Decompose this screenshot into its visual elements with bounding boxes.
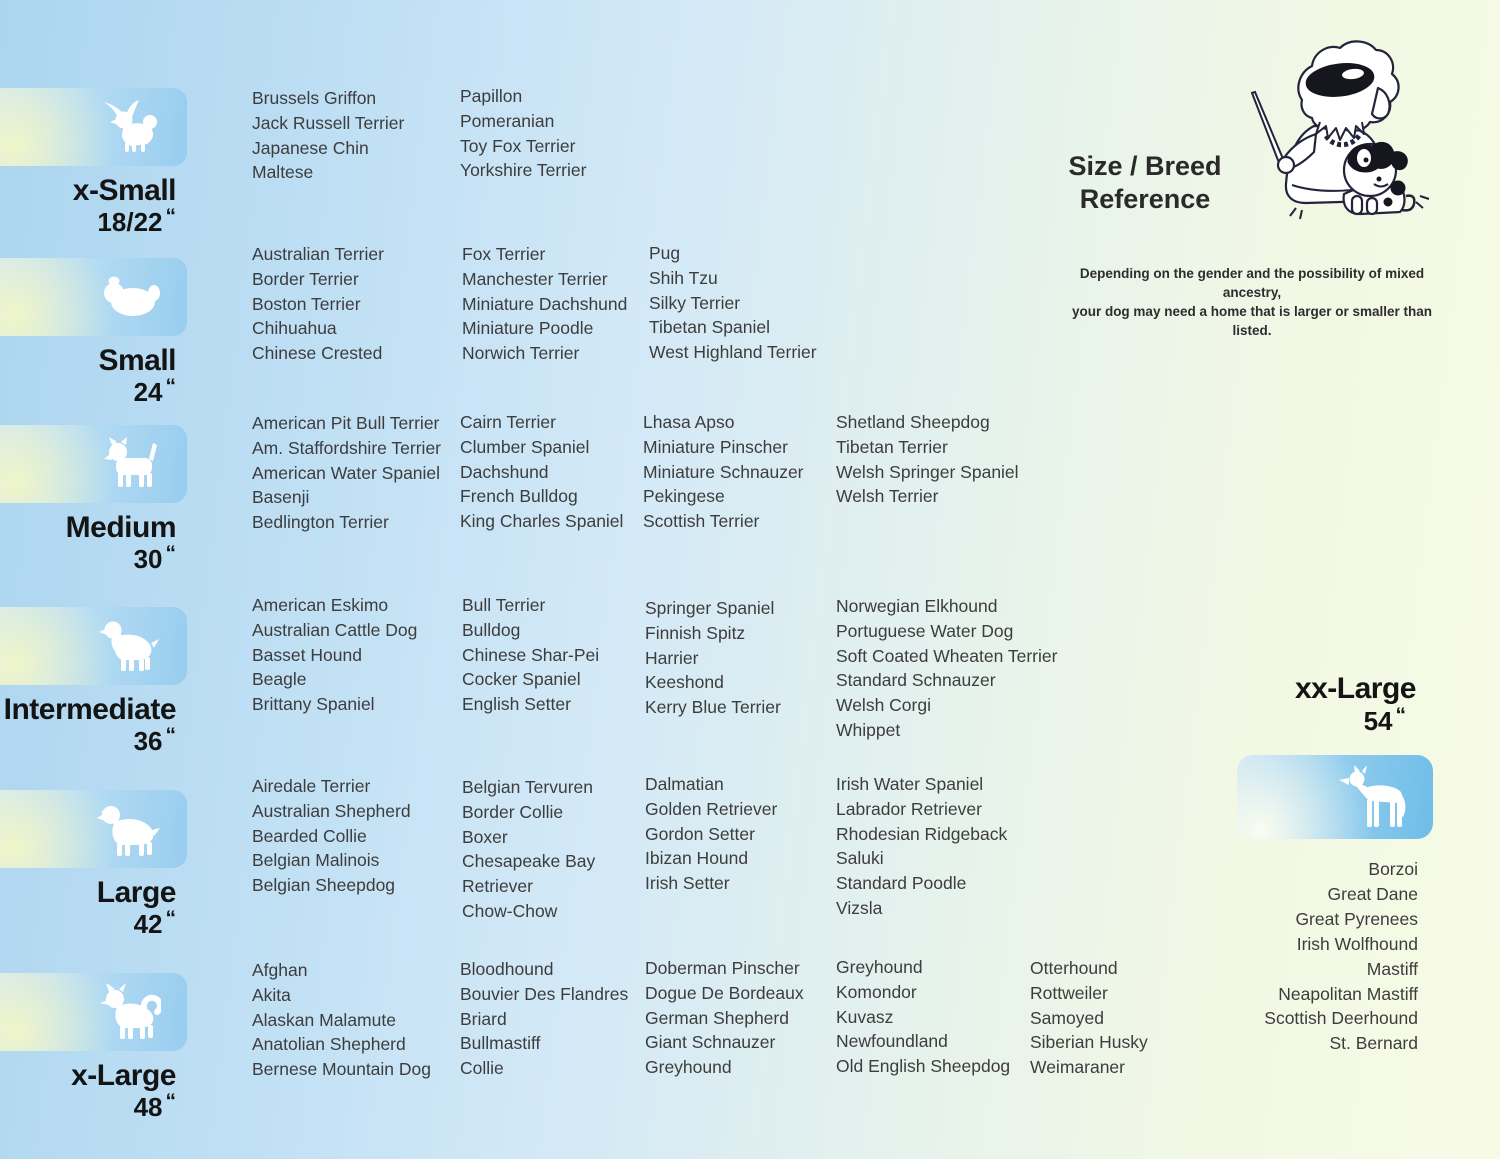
breed-item: Portuguese Water Dog bbox=[836, 620, 1014, 641]
breed-column-small-3 bbox=[649, 241, 817, 365]
puppy-ear bbox=[1392, 152, 1407, 170]
size-badge-x-large bbox=[0, 973, 187, 1051]
size-height-x-small: 18/22 “ bbox=[97, 205, 176, 237]
breed-item: Dogue De Bordeaux bbox=[645, 982, 804, 1003]
breed-column-intermediate-1 bbox=[252, 593, 417, 717]
breed-item: Belgian Sheepdog bbox=[252, 875, 396, 896]
breed-item: Beagle bbox=[252, 669, 307, 690]
breed-item: Chihuahua bbox=[252, 318, 337, 339]
breed-column-large-2 bbox=[462, 775, 624, 924]
australian-shepherd-silhouette-icon bbox=[97, 802, 161, 856]
breed-column-intermediate-4 bbox=[836, 594, 1057, 743]
breed-item: West Highland Terrier bbox=[649, 342, 817, 363]
cocker-spaniel-silhouette-icon bbox=[99, 619, 161, 673]
breed-item: Finnish Spitz bbox=[645, 622, 746, 643]
breed-item: Australian Cattle Dog bbox=[252, 619, 418, 640]
breed-item: Gordon Setter bbox=[645, 823, 755, 844]
breed-item: Springer Spaniel bbox=[645, 598, 775, 618]
breed-column-medium-2 bbox=[460, 410, 623, 534]
size-badge-small bbox=[0, 258, 187, 336]
breed-item: Irish Water Spaniel bbox=[836, 774, 984, 794]
breed-item: Kerry Blue Terrier bbox=[645, 697, 781, 718]
breed-item: Scottish Terrier bbox=[643, 511, 760, 532]
breed-column-small-1 bbox=[252, 242, 384, 366]
breed-column-medium-3 bbox=[643, 410, 804, 534]
breed-item: Bulldog bbox=[462, 619, 521, 640]
breed-item: Bullmastiff bbox=[460, 1033, 541, 1054]
inch-mark: “ bbox=[165, 724, 176, 747]
page-title-line-2: Reference bbox=[1079, 184, 1211, 214]
breed-item: Australian Shepherd bbox=[252, 800, 411, 821]
breed-item: Greyhound bbox=[645, 1057, 732, 1078]
breed-item: Welsh Corgi bbox=[836, 695, 931, 716]
breed-item: Whippet bbox=[836, 719, 901, 740]
inch-mark: “ bbox=[165, 1090, 176, 1113]
great-dane-silhouette-icon bbox=[1337, 765, 1411, 829]
size-badge-intermediate bbox=[0, 607, 187, 685]
breed-item: Rhodesian Ridgeback bbox=[836, 823, 1008, 844]
breed-item: Irish Wolfhound bbox=[1296, 933, 1418, 954]
breed-column-medium-4 bbox=[836, 410, 1019, 509]
breed-item: Pug bbox=[649, 243, 681, 263]
size-label-large: Large bbox=[96, 876, 176, 909]
size-badge-medium bbox=[0, 425, 187, 503]
breed-item: Anatolian Shepherd bbox=[252, 1034, 406, 1055]
papillon-silhouette-icon bbox=[101, 100, 161, 154]
breed-item: French Bulldog bbox=[460, 486, 578, 507]
size-height-intermediate: 36 “ bbox=[133, 724, 176, 756]
breed-item: Bearded Collie bbox=[252, 825, 367, 846]
breed-item: American Pit Bull Terrier bbox=[252, 413, 440, 433]
breed-item: King Charles Spaniel bbox=[460, 511, 624, 532]
breed-item: Harrier bbox=[645, 647, 699, 668]
breed-item: Am. Staffordshire Terrier bbox=[252, 437, 442, 458]
breed-item: Samoyed bbox=[1030, 1007, 1104, 1028]
breed-item: Shih Tzu bbox=[649, 267, 718, 288]
breed-item: Japanese Chin bbox=[252, 137, 369, 158]
breed-item: Alaskan Malamute bbox=[252, 1009, 396, 1030]
breed-item: Weimaraner bbox=[1030, 1057, 1125, 1078]
breed-column-small-2 bbox=[462, 242, 627, 366]
breed-item: Bouvier Des Flandres bbox=[460, 983, 629, 1004]
breed-column-intermediate-3 bbox=[645, 596, 781, 720]
size-height-small: 24 “ bbox=[133, 375, 176, 407]
sheepdog-teacher-with-puppy-illustration bbox=[1236, 36, 1436, 228]
size-label-xx-large: xx-Large bbox=[1294, 672, 1416, 705]
inch-mark: “ bbox=[165, 542, 176, 565]
inch-mark: “ bbox=[165, 375, 176, 398]
breed-item: Neapolitan Mastiff bbox=[1278, 983, 1418, 1004]
breed-item: Miniature Schnauzer bbox=[643, 461, 804, 482]
breed-item: Chesapeake Bay Retriever bbox=[462, 851, 596, 897]
inch-mark: “ bbox=[1395, 704, 1406, 727]
breed-item: Toy Fox Terrier bbox=[460, 135, 576, 156]
breed-item: Welsh Terrier bbox=[836, 486, 939, 507]
breed-item: Ibizan Hound bbox=[645, 848, 749, 869]
breed-item: Doberman Pinscher bbox=[645, 958, 800, 978]
breed-item: Labrador Retriever bbox=[836, 798, 982, 819]
size-label-x-large: x-Large bbox=[71, 1059, 176, 1092]
breed-item: Standard Schnauzer bbox=[836, 670, 996, 691]
inch-mark: “ bbox=[165, 907, 176, 930]
breed-item: Keeshond bbox=[645, 672, 724, 693]
breed-item: Chinese Shar-Pei bbox=[462, 644, 600, 665]
breed-item: Pekingese bbox=[643, 486, 725, 507]
breed-item: Silky Terrier bbox=[649, 292, 741, 313]
breed-item: Maltese bbox=[252, 162, 314, 183]
size-badge-large bbox=[0, 790, 187, 868]
breed-item: Miniature Poodle bbox=[462, 318, 594, 339]
size-badge-xx-large bbox=[1237, 755, 1433, 839]
breed-item: Border Terrier bbox=[252, 268, 359, 289]
breed-item: Norwich Terrier bbox=[462, 343, 580, 364]
breed-item: Australian Terrier bbox=[252, 244, 384, 264]
breed-item: Bedlington Terrier bbox=[252, 512, 389, 533]
page-title bbox=[1040, 150, 1250, 216]
breed-item: Dalmatian bbox=[645, 774, 724, 794]
breed-item: Siberian Husky bbox=[1030, 1032, 1148, 1053]
breed-item: Brittany Spaniel bbox=[252, 694, 375, 715]
size-label-medium: Medium bbox=[65, 511, 176, 544]
breed-item: Soft Coated Wheaten Terrier bbox=[836, 645, 1058, 666]
breed-column-x-large-2 bbox=[460, 957, 628, 1081]
breed-item: Miniature Dachshund bbox=[462, 293, 628, 314]
size-height-x-large: 48 “ bbox=[133, 1090, 176, 1122]
breed-column-x-small-2 bbox=[460, 84, 586, 183]
breed-item: Bernese Mountain Dog bbox=[252, 1059, 431, 1080]
breed-item: American Water Spaniel bbox=[252, 462, 441, 483]
breed-item: Akita bbox=[252, 984, 291, 1005]
breed-item: Collie bbox=[460, 1058, 504, 1079]
breed-item: Great Dane bbox=[1327, 883, 1418, 904]
breed-item: Boston Terrier bbox=[252, 293, 361, 314]
breed-column-large-1 bbox=[252, 774, 411, 898]
breed-item: Basset Hound bbox=[252, 644, 362, 665]
breed-item: English Setter bbox=[462, 694, 571, 715]
breed-item: Komondor bbox=[836, 981, 917, 1002]
breed-item: Border Collie bbox=[462, 801, 564, 822]
breed-item: Dachshund bbox=[460, 461, 549, 482]
breed-item: Greyhound bbox=[836, 957, 923, 977]
breed-item: Briard bbox=[460, 1008, 507, 1029]
breed-item: Lhasa Apso bbox=[643, 412, 735, 432]
breed-item: Mastiff bbox=[1366, 958, 1418, 979]
akita-silhouette-icon bbox=[99, 983, 161, 1041]
breed-item: Giant Schnauzer bbox=[645, 1032, 776, 1053]
breed-column-x-large-1 bbox=[252, 958, 431, 1082]
breed-item: Chinese Crested bbox=[252, 343, 383, 364]
breed-item: Fox Terrier bbox=[462, 244, 546, 264]
breed-column-medium-1 bbox=[252, 411, 441, 535]
breed-item: Tibetan Spaniel bbox=[649, 317, 770, 338]
ancestry-note-line-1: Depending on the gender and the possibility of mixed ancestry, bbox=[1079, 266, 1425, 300]
breed-item: Kuvasz bbox=[836, 1006, 894, 1027]
breed-item: Cairn Terrier bbox=[460, 412, 556, 432]
page-title-line-1: Size / Breed bbox=[1068, 151, 1222, 181]
size-label-intermediate: Intermediate bbox=[3, 693, 176, 726]
inch-mark: “ bbox=[165, 205, 176, 228]
west-highland-terrier-silhouette-icon bbox=[103, 437, 161, 491]
breed-item: Brussels Griffon bbox=[252, 88, 377, 108]
shih-tzu-silhouette-icon bbox=[101, 272, 161, 322]
breed-item: Golden Retriever bbox=[645, 798, 778, 819]
breed-column-large-4 bbox=[836, 772, 1007, 921]
breed-item: Old English Sheepdog bbox=[836, 1056, 1011, 1077]
breed-item: German Shepherd bbox=[645, 1007, 789, 1028]
breed-item: Belgian Tervuren bbox=[462, 777, 594, 797]
breed-item: Jack Russell Terrier bbox=[252, 112, 405, 133]
breed-item: St. Bernard bbox=[1329, 1033, 1418, 1054]
breed-item: Pomeranian bbox=[460, 110, 555, 131]
breed-item: Welsh Springer Spaniel bbox=[836, 461, 1019, 482]
breed-item: Norwegian Elkhound bbox=[836, 596, 998, 616]
breed-item: Tibetan Terrier bbox=[836, 436, 948, 457]
breed-item: Basenji bbox=[252, 487, 310, 508]
breed-item: Borzoi bbox=[1368, 859, 1418, 879]
breed-item: Rottweiler bbox=[1030, 982, 1108, 1003]
breed-item: Miniature Pinscher bbox=[643, 436, 788, 457]
breed-item: Belgian Malinois bbox=[252, 850, 380, 871]
breed-item: Airedale Terrier bbox=[252, 776, 371, 796]
breed-column-x-large-4 bbox=[836, 955, 1010, 1079]
breed-item: Bull Terrier bbox=[462, 595, 546, 615]
size-height-large: 42 “ bbox=[133, 907, 176, 939]
breed-item: Shetland Sheepdog bbox=[836, 412, 990, 432]
size-label-small: Small bbox=[98, 344, 176, 377]
breed-item: Great Pyrenees bbox=[1295, 908, 1418, 929]
breed-item: Cocker Spaniel bbox=[462, 669, 581, 690]
breed-item: Saluki bbox=[836, 848, 884, 869]
size-height-xx-large: 54 “ bbox=[1363, 704, 1406, 736]
pointer-stick bbox=[1252, 92, 1286, 168]
breed-item: Standard Poodle bbox=[836, 873, 967, 894]
breed-item: Newfoundland bbox=[836, 1031, 948, 1052]
breed-column-xx-large bbox=[1100, 857, 1418, 1056]
breed-item: Vizsla bbox=[836, 897, 883, 918]
breed-item: Papillon bbox=[460, 86, 523, 106]
size-label-x-small: x-Small bbox=[72, 174, 176, 207]
breed-item: Boxer bbox=[462, 826, 508, 847]
breed-item: Scottish Deerhound bbox=[1264, 1008, 1418, 1029]
breed-item: Manchester Terrier bbox=[462, 268, 608, 289]
breed-item: Clumber Spaniel bbox=[460, 436, 590, 457]
breed-item: Bloodhound bbox=[460, 959, 554, 979]
ancestry-note-line-2: your dog may need a home that is larger or smaller than listed. bbox=[1071, 304, 1433, 338]
breed-column-large-3 bbox=[645, 772, 777, 896]
size-badge-x-small bbox=[0, 88, 187, 166]
ancestry-note bbox=[1052, 264, 1452, 340]
breed-item: Otterhound bbox=[1030, 958, 1118, 978]
breed-item: Afghan bbox=[252, 960, 308, 980]
breed-item: Chow-Chow bbox=[462, 900, 558, 921]
breed-column-x-large-3 bbox=[645, 956, 804, 1080]
breed-column-x-small-1 bbox=[252, 86, 404, 185]
breed-item: American Eskimo bbox=[252, 595, 389, 615]
breed-column-intermediate-2 bbox=[462, 593, 599, 717]
breed-item: Yorkshire Terrier bbox=[460, 160, 587, 181]
size-height-medium: 30 “ bbox=[133, 542, 176, 574]
breed-item: Irish Setter bbox=[645, 873, 730, 894]
